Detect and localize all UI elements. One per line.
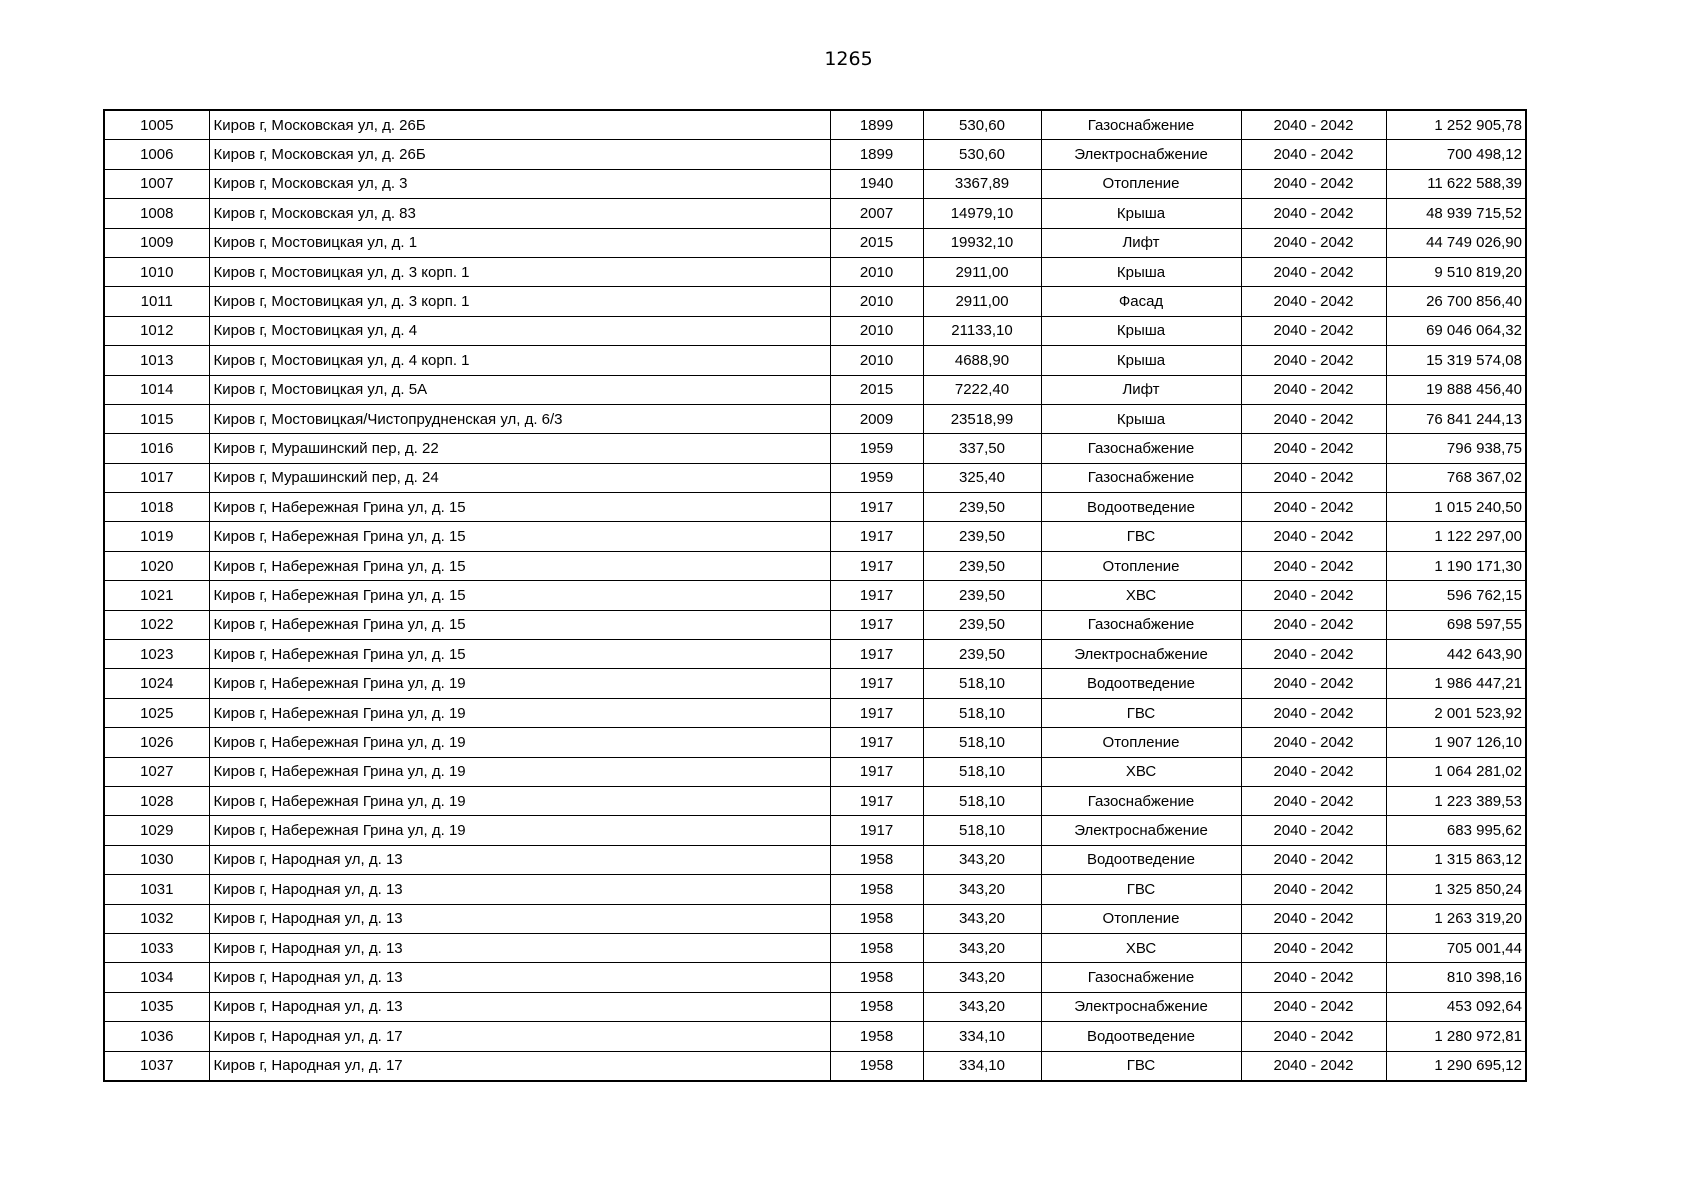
cost-cell: 1 263 319,20	[1386, 904, 1526, 933]
period-cell: 2040 - 2042	[1241, 845, 1386, 874]
address-cell: Киров г, Набережная Грина ул, д. 15	[209, 493, 830, 522]
repair-schedule-table	[103, 109, 1527, 1082]
year-built-cell: 1958	[830, 845, 923, 874]
work-type-cell: Крыша	[1041, 257, 1241, 286]
area-cell: 518,10	[923, 698, 1041, 727]
work-type-cell: Крыша	[1041, 346, 1241, 375]
table-row	[104, 816, 1526, 845]
address-cell: Киров г, Московская ул, д. 83	[209, 199, 830, 228]
address-cell: Киров г, Набережная Грина ул, д. 19	[209, 669, 830, 698]
address-cell: Киров г, Мостовицкая ул, д. 5А	[209, 375, 830, 404]
row-number-cell: 1007	[104, 169, 209, 198]
cost-cell: 453 092,64	[1386, 992, 1526, 1021]
address-cell: Киров г, Мурашинский пер, д. 24	[209, 463, 830, 492]
row-number-cell: 1014	[104, 375, 209, 404]
row-number-cell: 1012	[104, 316, 209, 345]
area-cell: 3367,89	[923, 169, 1041, 198]
area-cell: 334,10	[923, 1022, 1041, 1051]
area-cell: 518,10	[923, 816, 1041, 845]
row-number-cell: 1026	[104, 728, 209, 757]
cost-cell: 1 280 972,81	[1386, 1022, 1526, 1051]
cost-cell: 596 762,15	[1386, 581, 1526, 610]
table-row	[104, 463, 1526, 492]
period-cell: 2040 - 2042	[1241, 933, 1386, 962]
area-cell: 2911,00	[923, 287, 1041, 316]
year-built-cell: 1917	[830, 698, 923, 727]
cost-cell: 11 622 588,39	[1386, 169, 1526, 198]
table-row	[104, 110, 1526, 140]
table-row	[104, 992, 1526, 1021]
address-cell: Киров г, Набережная Грина ул, д. 19	[209, 786, 830, 815]
period-cell: 2040 - 2042	[1241, 346, 1386, 375]
cost-cell: 705 001,44	[1386, 933, 1526, 962]
work-type-cell: Фасад	[1041, 287, 1241, 316]
period-cell: 2040 - 2042	[1241, 1051, 1386, 1081]
period-cell: 2040 - 2042	[1241, 110, 1386, 140]
row-number-cell: 1036	[104, 1022, 209, 1051]
table-row	[104, 316, 1526, 345]
period-cell: 2040 - 2042	[1241, 551, 1386, 580]
address-cell: Киров г, Народная ул, д. 13	[209, 904, 830, 933]
row-number-cell: 1037	[104, 1051, 209, 1081]
table-row	[104, 875, 1526, 904]
table-row	[104, 757, 1526, 786]
work-type-cell: Газоснабжение	[1041, 463, 1241, 492]
period-cell: 2040 - 2042	[1241, 257, 1386, 286]
work-type-cell: ХВС	[1041, 581, 1241, 610]
address-cell: Киров г, Народная ул, д. 17	[209, 1022, 830, 1051]
cost-cell: 683 995,62	[1386, 816, 1526, 845]
area-cell: 343,20	[923, 933, 1041, 962]
year-built-cell: 2010	[830, 287, 923, 316]
period-cell: 2040 - 2042	[1241, 199, 1386, 228]
year-built-cell: 1958	[830, 875, 923, 904]
period-cell: 2040 - 2042	[1241, 434, 1386, 463]
table-row	[104, 228, 1526, 257]
area-cell: 343,20	[923, 992, 1041, 1021]
area-cell: 518,10	[923, 786, 1041, 815]
area-cell: 4688,90	[923, 346, 1041, 375]
table-row	[104, 375, 1526, 404]
cost-cell: 442 643,90	[1386, 640, 1526, 669]
work-type-cell: Водоотведение	[1041, 1022, 1241, 1051]
table-row	[104, 346, 1526, 375]
work-type-cell: Лифт	[1041, 375, 1241, 404]
table-row	[104, 963, 1526, 992]
area-cell: 239,50	[923, 522, 1041, 551]
row-number-cell: 1005	[104, 110, 209, 140]
year-built-cell: 1917	[830, 581, 923, 610]
cost-cell: 1 252 905,78	[1386, 110, 1526, 140]
work-type-cell: ГВС	[1041, 698, 1241, 727]
row-number-cell: 1028	[104, 786, 209, 815]
row-number-cell: 1022	[104, 610, 209, 639]
area-cell: 239,50	[923, 640, 1041, 669]
year-built-cell: 1917	[830, 522, 923, 551]
address-cell: Киров г, Набережная Грина ул, д. 19	[209, 698, 830, 727]
row-number-cell: 1013	[104, 346, 209, 375]
cost-cell: 26 700 856,40	[1386, 287, 1526, 316]
row-number-cell: 1016	[104, 434, 209, 463]
work-type-cell: Газоснабжение	[1041, 434, 1241, 463]
address-cell: Киров г, Московская ул, д. 3	[209, 169, 830, 198]
work-type-cell: Отопление	[1041, 904, 1241, 933]
work-type-cell: Отопление	[1041, 728, 1241, 757]
period-cell: 2040 - 2042	[1241, 375, 1386, 404]
row-number-cell: 1032	[104, 904, 209, 933]
row-number-cell: 1009	[104, 228, 209, 257]
area-cell: 239,50	[923, 493, 1041, 522]
cost-cell: 768 367,02	[1386, 463, 1526, 492]
year-built-cell: 1940	[830, 169, 923, 198]
cost-cell: 700 498,12	[1386, 140, 1526, 169]
area-cell: 239,50	[923, 610, 1041, 639]
period-cell: 2040 - 2042	[1241, 728, 1386, 757]
address-cell: Киров г, Народная ул, д. 13	[209, 963, 830, 992]
row-number-cell: 1029	[104, 816, 209, 845]
cost-cell: 698 597,55	[1386, 610, 1526, 639]
year-built-cell: 1917	[830, 816, 923, 845]
row-number-cell: 1030	[104, 845, 209, 874]
cost-cell: 1 907 126,10	[1386, 728, 1526, 757]
work-type-cell: ГВС	[1041, 1051, 1241, 1081]
work-type-cell: Крыша	[1041, 199, 1241, 228]
cost-cell: 2 001 523,92	[1386, 698, 1526, 727]
address-cell: Киров г, Набережная Грина ул, д. 19	[209, 816, 830, 845]
address-cell: Киров г, Мурашинский пер, д. 22	[209, 434, 830, 463]
table-row	[104, 904, 1526, 933]
table-row	[104, 581, 1526, 610]
address-cell: Киров г, Московская ул, д. 26Б	[209, 110, 830, 140]
period-cell: 2040 - 2042	[1241, 169, 1386, 198]
cost-cell: 1 223 389,53	[1386, 786, 1526, 815]
work-type-cell: Водоотведение	[1041, 493, 1241, 522]
year-built-cell: 1958	[830, 992, 923, 1021]
work-type-cell: Газоснабжение	[1041, 963, 1241, 992]
table-row	[104, 728, 1526, 757]
table-row	[104, 698, 1526, 727]
period-cell: 2040 - 2042	[1241, 581, 1386, 610]
year-built-cell: 1958	[830, 1022, 923, 1051]
table-row	[104, 1022, 1526, 1051]
year-built-cell: 2010	[830, 316, 923, 345]
address-cell: Киров г, Мостовицкая ул, д. 1	[209, 228, 830, 257]
area-cell: 325,40	[923, 463, 1041, 492]
area-cell: 19932,10	[923, 228, 1041, 257]
row-number-cell: 1011	[104, 287, 209, 316]
work-type-cell: Электроснабжение	[1041, 640, 1241, 669]
cost-cell: 796 938,75	[1386, 434, 1526, 463]
row-number-cell: 1034	[104, 963, 209, 992]
work-type-cell: Крыша	[1041, 404, 1241, 433]
period-cell: 2040 - 2042	[1241, 816, 1386, 845]
year-built-cell: 2009	[830, 404, 923, 433]
page-number: 1265	[824, 48, 873, 70]
period-cell: 2040 - 2042	[1241, 493, 1386, 522]
period-cell: 2040 - 2042	[1241, 640, 1386, 669]
year-built-cell: 1917	[830, 786, 923, 815]
work-type-cell: ХВС	[1041, 933, 1241, 962]
cost-cell: 15 319 574,08	[1386, 346, 1526, 375]
cost-cell: 1 190 171,30	[1386, 551, 1526, 580]
area-cell: 343,20	[923, 963, 1041, 992]
area-cell: 343,20	[923, 904, 1041, 933]
period-cell: 2040 - 2042	[1241, 463, 1386, 492]
year-built-cell: 2015	[830, 375, 923, 404]
cost-cell: 1 290 695,12	[1386, 1051, 1526, 1081]
row-number-cell: 1024	[104, 669, 209, 698]
address-cell: Киров г, Набережная Грина ул, д. 19	[209, 757, 830, 786]
address-cell: Киров г, Народная ул, д. 17	[209, 1051, 830, 1081]
year-built-cell: 1959	[830, 434, 923, 463]
row-number-cell: 1019	[104, 522, 209, 551]
cost-cell: 1 325 850,24	[1386, 875, 1526, 904]
address-cell: Киров г, Мостовицкая ул, д. 3 корп. 1	[209, 257, 830, 286]
table-row	[104, 786, 1526, 815]
row-number-cell: 1027	[104, 757, 209, 786]
period-cell: 2040 - 2042	[1241, 522, 1386, 551]
address-cell: Киров г, Московская ул, д. 26Б	[209, 140, 830, 169]
year-built-cell: 1958	[830, 904, 923, 933]
year-built-cell: 2007	[830, 199, 923, 228]
year-built-cell: 1917	[830, 610, 923, 639]
area-cell: 239,50	[923, 551, 1041, 580]
period-cell: 2040 - 2042	[1241, 904, 1386, 933]
area-cell: 23518,99	[923, 404, 1041, 433]
address-cell: Киров г, Набережная Грина ул, д. 15	[209, 581, 830, 610]
row-number-cell: 1035	[104, 992, 209, 1021]
cost-cell: 1 315 863,12	[1386, 845, 1526, 874]
address-cell: Киров г, Народная ул, д. 13	[209, 933, 830, 962]
address-cell: Киров г, Набережная Грина ул, д. 15	[209, 551, 830, 580]
area-cell: 518,10	[923, 728, 1041, 757]
period-cell: 2040 - 2042	[1241, 228, 1386, 257]
year-built-cell: 1917	[830, 551, 923, 580]
area-cell: 343,20	[923, 875, 1041, 904]
year-built-cell: 1958	[830, 933, 923, 962]
work-type-cell: ХВС	[1041, 757, 1241, 786]
table-row	[104, 434, 1526, 463]
table-row	[104, 551, 1526, 580]
row-number-cell: 1018	[104, 493, 209, 522]
table-row	[104, 287, 1526, 316]
cost-cell: 44 749 026,90	[1386, 228, 1526, 257]
row-number-cell: 1021	[104, 581, 209, 610]
work-type-cell: Лифт	[1041, 228, 1241, 257]
row-number-cell: 1006	[104, 140, 209, 169]
area-cell: 518,10	[923, 669, 1041, 698]
work-type-cell: Отопление	[1041, 551, 1241, 580]
work-type-cell: Газоснабжение	[1041, 786, 1241, 815]
row-number-cell: 1031	[104, 875, 209, 904]
address-cell: Киров г, Мостовицкая ул, д. 4 корп. 1	[209, 346, 830, 375]
row-number-cell: 1020	[104, 551, 209, 580]
period-cell: 2040 - 2042	[1241, 698, 1386, 727]
table-row	[104, 404, 1526, 433]
cost-cell: 48 939 715,52	[1386, 199, 1526, 228]
table-row	[104, 610, 1526, 639]
year-built-cell: 1958	[830, 1051, 923, 1081]
address-cell: Киров г, Набережная Грина ул, д. 19	[209, 728, 830, 757]
row-number-cell: 1025	[104, 698, 209, 727]
cost-cell: 69 046 064,32	[1386, 316, 1526, 345]
table-row	[104, 933, 1526, 962]
cost-cell: 1 986 447,21	[1386, 669, 1526, 698]
row-number-cell: 1008	[104, 199, 209, 228]
period-cell: 2040 - 2042	[1241, 786, 1386, 815]
address-cell: Киров г, Народная ул, д. 13	[209, 992, 830, 1021]
period-cell: 2040 - 2042	[1241, 610, 1386, 639]
table-row	[104, 199, 1526, 228]
work-type-cell: Водоотведение	[1041, 669, 1241, 698]
year-built-cell: 1917	[830, 640, 923, 669]
table-row	[104, 1051, 1526, 1081]
table-row	[104, 140, 1526, 169]
year-built-cell: 2010	[830, 257, 923, 286]
year-built-cell: 1899	[830, 110, 923, 140]
table-body	[104, 110, 1526, 1081]
address-cell: Киров г, Народная ул, д. 13	[209, 845, 830, 874]
period-cell: 2040 - 2042	[1241, 992, 1386, 1021]
period-cell: 2040 - 2042	[1241, 140, 1386, 169]
cost-cell: 76 841 244,13	[1386, 404, 1526, 433]
address-cell: Киров г, Мостовицкая ул, д. 3 корп. 1	[209, 287, 830, 316]
period-cell: 2040 - 2042	[1241, 963, 1386, 992]
area-cell: 334,10	[923, 1051, 1041, 1081]
row-number-cell: 1010	[104, 257, 209, 286]
year-built-cell: 1899	[830, 140, 923, 169]
address-cell: Киров г, Набережная Грина ул, д. 15	[209, 522, 830, 551]
area-cell: 7222,40	[923, 375, 1041, 404]
area-cell: 21133,10	[923, 316, 1041, 345]
work-type-cell: ГВС	[1041, 875, 1241, 904]
area-cell: 530,60	[923, 110, 1041, 140]
period-cell: 2040 - 2042	[1241, 316, 1386, 345]
table-row	[104, 845, 1526, 874]
address-cell: Киров г, Мостовицкая/Чистопрудненская ул, д. 6/3	[209, 404, 830, 433]
year-built-cell: 1917	[830, 493, 923, 522]
row-number-cell: 1023	[104, 640, 209, 669]
work-type-cell: Электроснабжение	[1041, 992, 1241, 1021]
area-cell: 14979,10	[923, 199, 1041, 228]
year-built-cell: 2010	[830, 346, 923, 375]
row-number-cell: 1017	[104, 463, 209, 492]
period-cell: 2040 - 2042	[1241, 1022, 1386, 1051]
cost-cell: 19 888 456,40	[1386, 375, 1526, 404]
work-type-cell: Крыша	[1041, 316, 1241, 345]
work-type-cell: ГВС	[1041, 522, 1241, 551]
year-built-cell: 1959	[830, 463, 923, 492]
table-row	[104, 257, 1526, 286]
period-cell: 2040 - 2042	[1241, 287, 1386, 316]
area-cell: 343,20	[923, 845, 1041, 874]
area-cell: 518,10	[923, 757, 1041, 786]
address-cell: Киров г, Мостовицкая ул, д. 4	[209, 316, 830, 345]
cost-cell: 1 122 297,00	[1386, 522, 1526, 551]
work-type-cell: Электроснабжение	[1041, 816, 1241, 845]
year-built-cell: 2015	[830, 228, 923, 257]
cost-cell: 1 015 240,50	[1386, 493, 1526, 522]
area-cell: 2911,00	[923, 257, 1041, 286]
area-cell: 239,50	[923, 581, 1041, 610]
work-type-cell: Водоотведение	[1041, 845, 1241, 874]
area-cell: 530,60	[923, 140, 1041, 169]
work-type-cell: Отопление	[1041, 169, 1241, 198]
address-cell: Киров г, Набережная Грина ул, д. 15	[209, 610, 830, 639]
table-row	[104, 493, 1526, 522]
work-type-cell: Газоснабжение	[1041, 610, 1241, 639]
cost-cell: 1 064 281,02	[1386, 757, 1526, 786]
row-number-cell: 1015	[104, 404, 209, 433]
work-type-cell: Электроснабжение	[1041, 140, 1241, 169]
address-cell: Киров г, Народная ул, д. 13	[209, 875, 830, 904]
year-built-cell: 1917	[830, 728, 923, 757]
period-cell: 2040 - 2042	[1241, 757, 1386, 786]
year-built-cell: 1958	[830, 963, 923, 992]
year-built-cell: 1917	[830, 757, 923, 786]
period-cell: 2040 - 2042	[1241, 875, 1386, 904]
period-cell: 2040 - 2042	[1241, 404, 1386, 433]
table-row	[104, 640, 1526, 669]
table-row	[104, 669, 1526, 698]
address-cell: Киров г, Набережная Грина ул, д. 15	[209, 640, 830, 669]
table-row	[104, 522, 1526, 551]
table-row	[104, 169, 1526, 198]
cost-cell: 9 510 819,20	[1386, 257, 1526, 286]
period-cell: 2040 - 2042	[1241, 669, 1386, 698]
area-cell: 337,50	[923, 434, 1041, 463]
row-number-cell: 1033	[104, 933, 209, 962]
work-type-cell: Газоснабжение	[1041, 110, 1241, 140]
cost-cell: 810 398,16	[1386, 963, 1526, 992]
year-built-cell: 1917	[830, 669, 923, 698]
